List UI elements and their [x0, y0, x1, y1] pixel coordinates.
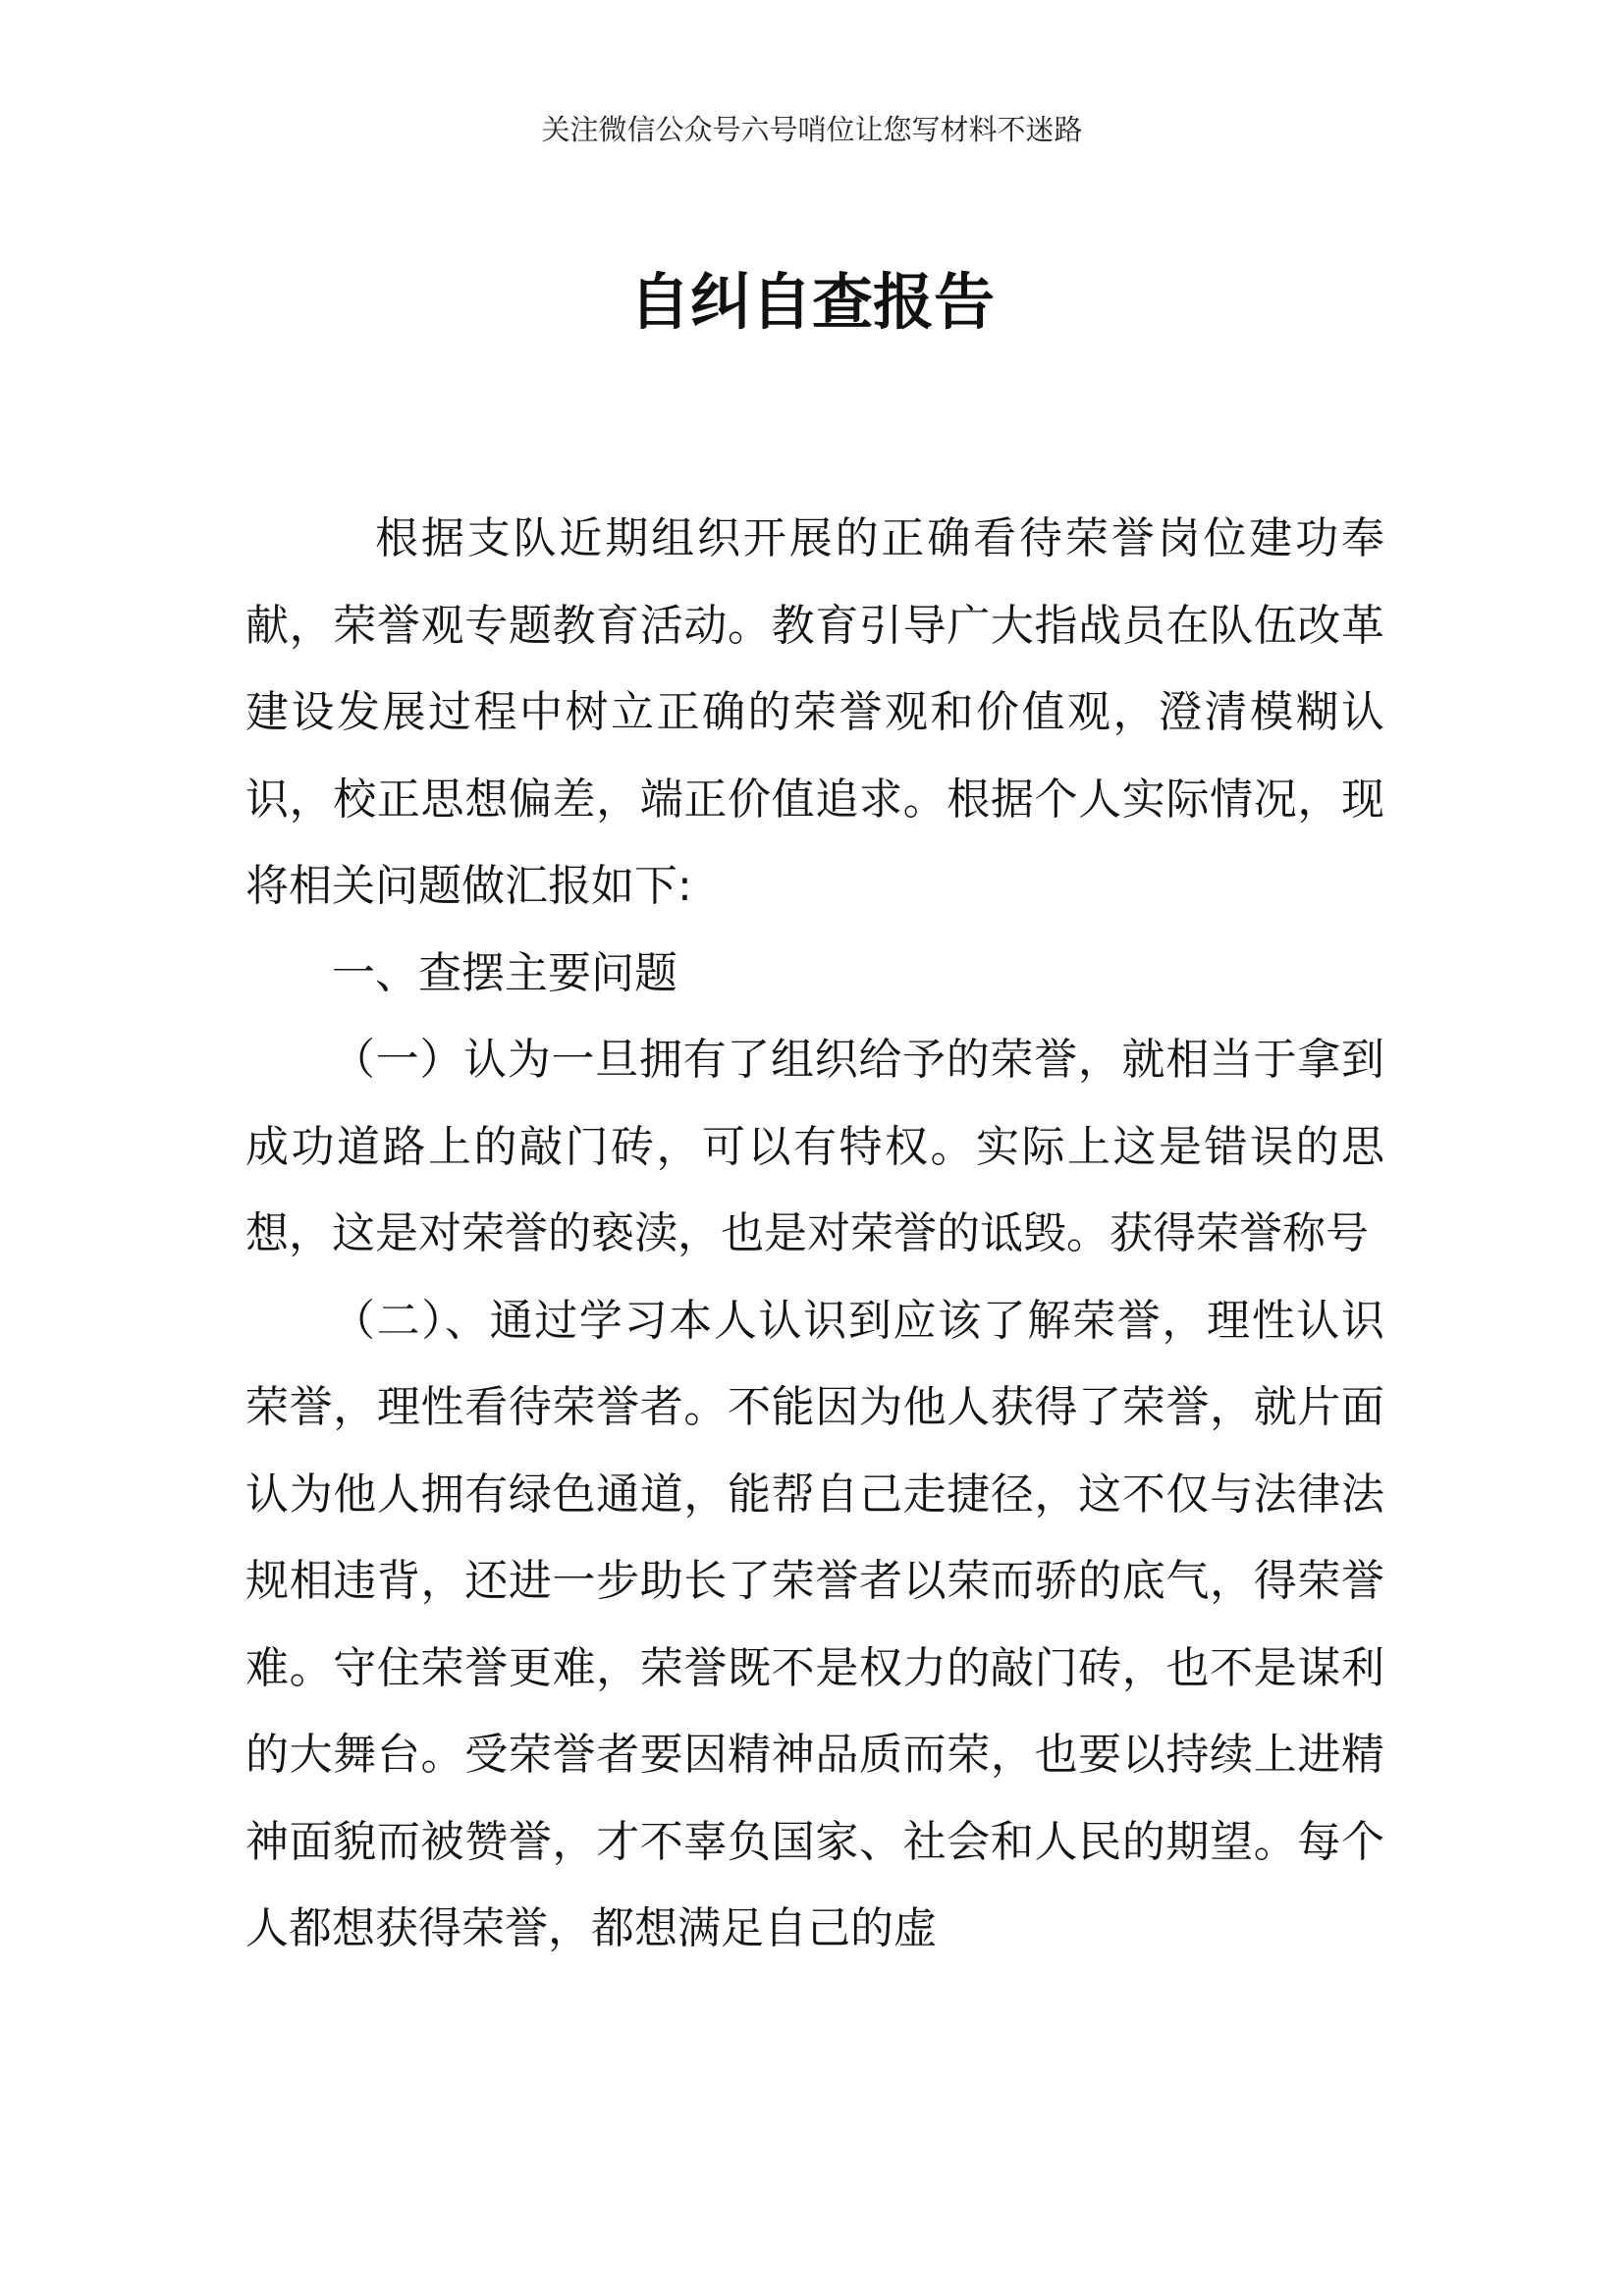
paragraph-item-1: （一）认为一旦拥有了组织给予的荣誉，就相当于拿到成功道路上的敲门砖，可以有特权。实际上这是错误的思想，这是对荣誉的亵渎，也是对荣誉的诋毁。获得荣誉称号	[245, 1035, 1384, 1258]
header-note: 关注微信公众号六号哨位让您写材料不迷路	[541, 113, 1083, 146]
document-title: 自纠自查报告	[628, 266, 995, 338]
paragraph-item-2: （二）、通过学习本人认识到应该了解荣誉，理性认识荣誉，理性看待荣誉者。不能因为他人获得了荣誉，就片面认为他人拥有绿色通道，能帮自己走捷径，这不仅与法律法规相违背，还进一步助长了荣誉者以荣而骄的底气，得荣誉难。守住荣誉更难，荣誉既不是权力的敲门砖，也不是谋利的大舞台。受荣誉者要因精神品质而荣，也要以持续上进精神面貌而被赞誉，才不辜负国家、社会和人民的期望。每个人都想获得荣誉，都想满足自己的虚	[245, 1295, 1384, 1953]
paragraph-intro: 根据支队近期组织开展的正确看待荣誉岗位建功奉献，荣誉观专题教育活动。教育引导广大指战员在队伍改革建设发展过程中树立正确的荣誉观和价值观，澄清模糊认识，校正思想偏差，端正价值追求。根据个人实际情况，现将相关问题做汇报如下:	[245, 513, 1384, 911]
section-heading-1: 一、查摆主要问题	[332, 947, 677, 998]
document-body	[245, 496, 1384, 1973]
